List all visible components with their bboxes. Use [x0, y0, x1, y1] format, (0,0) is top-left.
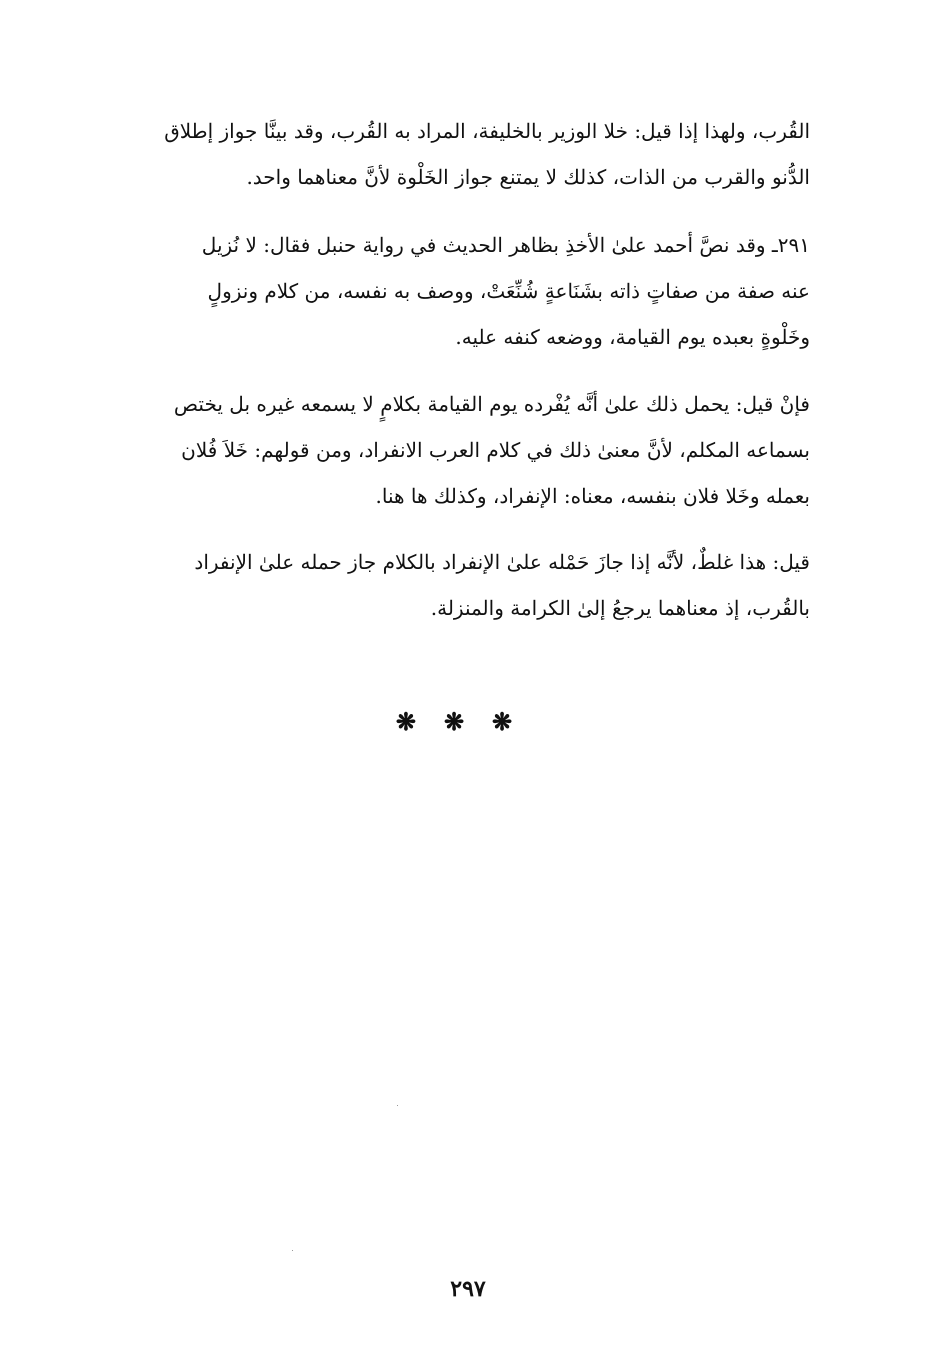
text-line: وخَلْوةٍ بعبده يوم القيامة، ووضعه كنفه عليه.: [455, 325, 810, 349]
text-line: بعمله وخَلا فلان بنفسه، معناه: الإنفراد، وكذلك ها هنا.: [375, 484, 810, 508]
text-line: القُرب، ولهذا إذا قيل: خلا الوزير بالخليفة، المراد به القُرب، وقد بينَّا جواز إطلاق: [164, 119, 810, 143]
section-separator: ❋❋❋: [395, 707, 541, 736]
text-line: بالقُرب، إذ معناهما يرجعُ إلىٰ الكرامة والمنزلة.: [430, 596, 810, 620]
text-line: بسماعه المكلم، لأنَّ معنىٰ ذلك في كلام العرب الانفراد، ومن قولهم: خَلاَ فُلان: [181, 438, 810, 462]
paragraph-2: [110, 222, 810, 360]
text-line: عنه صفة من صفاتٍ ذاته بشَنَاعةٍ شُنِّعَتْ، ووصف به نفسه، من كلام ونزولٍ: [207, 279, 810, 303]
paragraph-1: [110, 108, 810, 200]
scan-speck: [397, 1105, 398, 1106]
text-line: فإنْ قيل: يحمل ذلك علىٰ أنَّه يُفْرده يوم القيامة بكلامٍ لا يسمعه غيره بل يختص: [173, 392, 810, 416]
text-line: ٢٩١ـ وقد نصَّ أحمد علىٰ الأخذِ بظاهر الحديث في رواية حنبل فقال: لا نُزيل: [201, 233, 810, 257]
paragraph-4: [110, 539, 810, 631]
page-number: ٢٩٧: [450, 1276, 486, 1302]
text-line: الدُّنو والقرب من الذات، كذلك لا يمتنع جواز الخَلْوة لأنَّ معناهما واحد.: [246, 165, 810, 189]
paragraph-3: [110, 381, 810, 519]
scan-speck: [292, 1250, 293, 1251]
text-line: قيل: هذا غلطٌ، لأنَّه إذا جازَ حَمْله علىٰ الإنفراد بالكلام جاز حمله علىٰ الإنفراد: [194, 550, 810, 574]
